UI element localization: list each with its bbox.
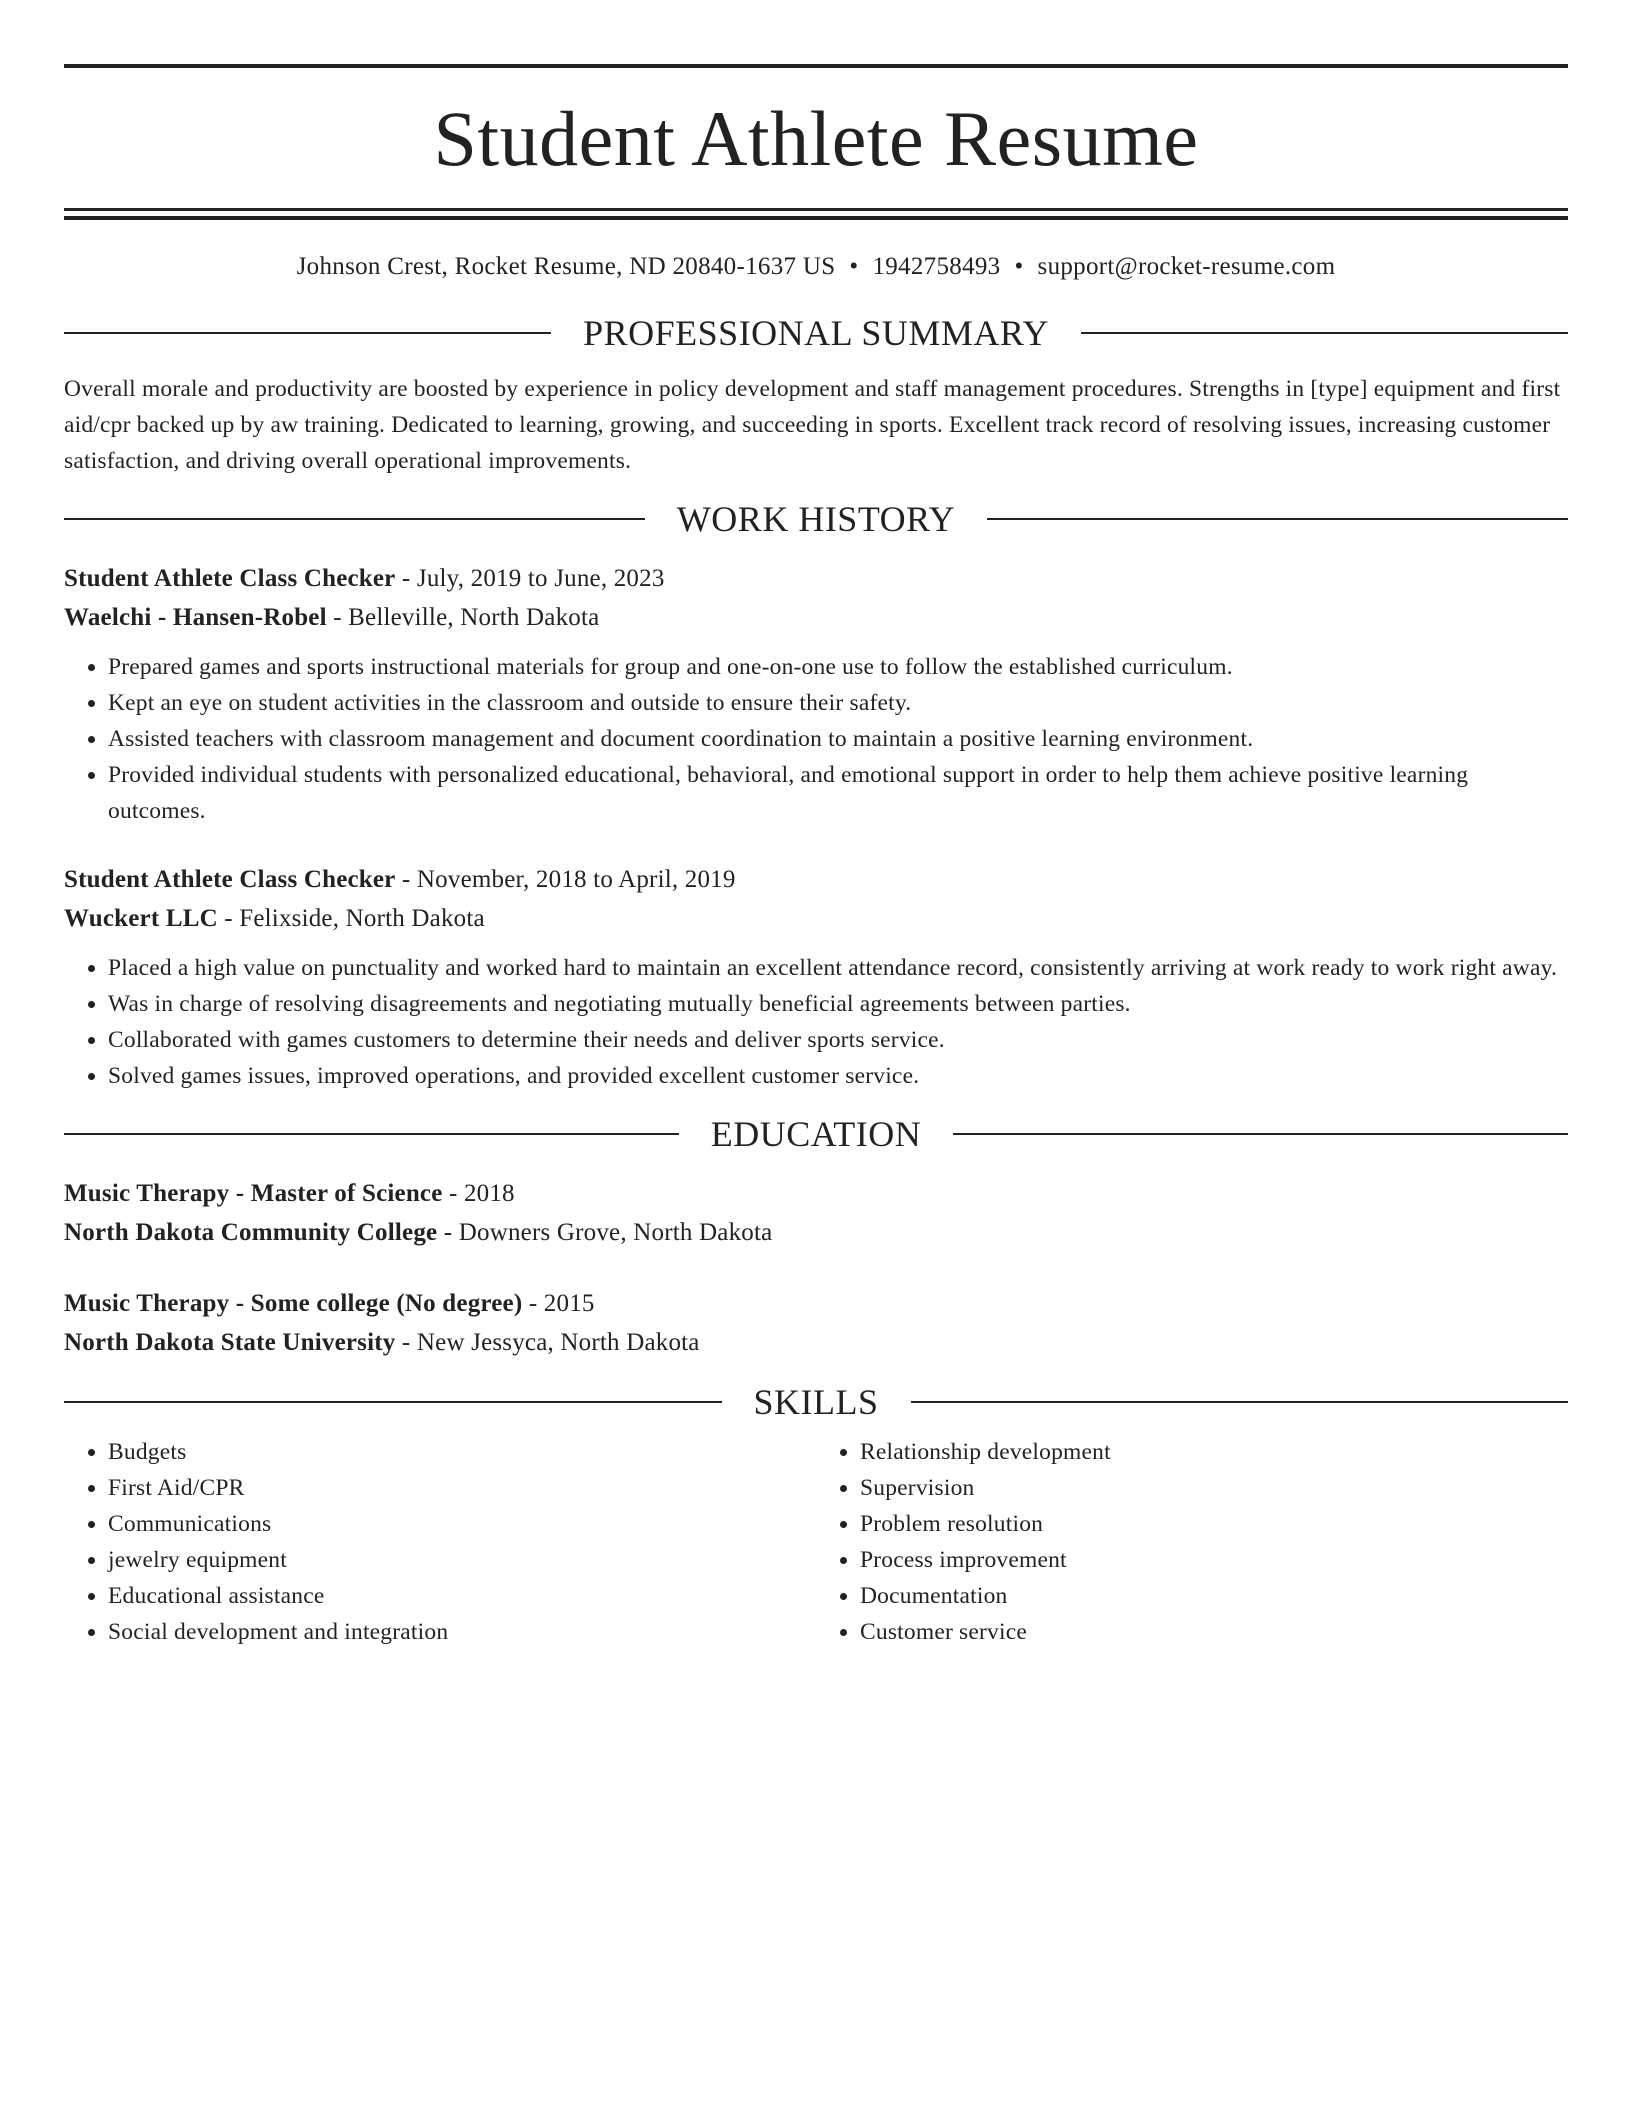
summary-text: Overall morale and productivity are boosted by experience in policy development and staff management procedures. Strengths in [type] equipment and first aid/cpr backed up by aw training. Dedicated to learning, growing, and succeeding in sports. Excellent track record of resolving issues, increasing customer satisfaction, and driving overall operational improvements. [64, 376, 1561, 474]
skills-left-column [64, 1434, 816, 1650]
company-name: Wuckert LLC [64, 905, 218, 932]
job-dates: - November, 2018 to April, 2019 [395, 866, 736, 893]
skills-right-column [816, 1434, 1568, 1650]
job-title: Student Athlete Class Checker [64, 866, 396, 893]
contact-line [64, 253, 1568, 281]
job-bullets [64, 950, 1568, 1094]
school-location: - New Jessyca, North Dakota [395, 1329, 700, 1356]
section-rule [64, 1401, 722, 1403]
contact-address: Johnson Crest, Rocket Resume, ND 20840-1637 US [296, 253, 836, 280]
skill-item: • First Aid/CPR [108, 1470, 816, 1506]
company-line [64, 598, 1568, 637]
resume-page [64, 64, 1568, 1650]
education-entry [64, 1174, 1568, 1252]
skill-item: • jewelry equipment [108, 1542, 816, 1578]
school-name: North Dakota Community College [64, 1219, 438, 1246]
degree-year: - 2015 [522, 1290, 595, 1317]
section-rule [64, 1133, 679, 1135]
list-item: • Placed a high value on punctuality and worked hard to maintain an excellent attendance record, consistently arriving at work ready to work right away. [108, 950, 1568, 986]
school-line [64, 1323, 1568, 1362]
degree-line [64, 1174, 1568, 1213]
contact-email: support@rocket-resume.com [1037, 253, 1336, 280]
degree-line [64, 1284, 1568, 1323]
skill-item: • Customer service [860, 1614, 1568, 1650]
contact-separator: • [849, 253, 859, 280]
skill-item: • Process improvement [860, 1542, 1568, 1578]
list-item: • Collaborated with games customers to determine their needs and deliver sports service. [108, 1022, 1568, 1058]
top-rule [64, 64, 1568, 68]
skill-item: • Social development and integration [108, 1614, 816, 1650]
company-name: Waelchi - Hansen-Robel [64, 604, 327, 631]
resume-title: Student Athlete Resume [433, 95, 1199, 182]
section-rule [64, 518, 645, 520]
school-line [64, 1213, 1568, 1252]
job-dates: - July, 2019 to June, 2023 [395, 565, 665, 592]
contact-phone: 1942758493 [872, 253, 1001, 280]
skill-item: • Budgets [108, 1434, 816, 1470]
skills-heading: SKILLS [753, 1382, 879, 1422]
list-item: • Was in charge of resolving disagreements and negotiating mutually beneficial agreements between parties. [108, 986, 1568, 1022]
job-title-line [64, 860, 1568, 899]
skill-item: • Problem resolution [860, 1506, 1568, 1542]
section-rule [911, 1401, 1569, 1403]
title-double-rule [64, 208, 1568, 220]
skill-item: • Documentation [860, 1578, 1568, 1614]
summary-section-header [64, 315, 1568, 351]
degree-name: Music Therapy - Some college (No degree) [64, 1290, 523, 1317]
job-title: Student Athlete Class Checker [64, 565, 396, 592]
skill-item: • Communications [108, 1506, 816, 1542]
education-heading: EDUCATION [710, 1114, 922, 1154]
skills-columns [64, 1434, 1568, 1650]
company-location: - Belleville, North Dakota [326, 604, 600, 631]
skill-item: • Supervision [860, 1470, 1568, 1506]
job-bullets [64, 649, 1568, 829]
education-section-header [64, 1116, 1568, 1152]
list-item: • Provided individual students with personalized educational, behavioral, and emotional support in order to help them achieve positive learning outcomes. [108, 757, 1568, 829]
section-rule [64, 332, 551, 334]
section-rule [953, 1133, 1568, 1135]
company-location: - Felixside, North Dakota [217, 905, 485, 932]
list-item: • Assisted teachers with classroom management and document coordination to maintain a positive learning environment. [108, 721, 1568, 757]
summary-heading: PROFESSIONAL SUMMARY [583, 313, 1049, 353]
education-entry [64, 1284, 1568, 1362]
list-item: • Kept an eye on student activities in the classroom and outside to ensure their safety. [108, 685, 1568, 721]
contact-separator: • [1014, 253, 1024, 280]
company-line [64, 899, 1568, 938]
work-section-header [64, 501, 1568, 537]
job-entry [64, 559, 1568, 829]
skill-item: • Relationship development [860, 1434, 1568, 1470]
degree-name: Music Therapy - Master of Science [64, 1180, 443, 1207]
school-name: North Dakota State University [64, 1329, 396, 1356]
school-location: - Downers Grove, North Dakota [437, 1219, 773, 1246]
list-item: • Solved games issues, improved operations, and provided excellent customer service. [108, 1058, 1568, 1094]
section-rule [1081, 332, 1568, 334]
work-heading: WORK HISTORY [676, 499, 956, 539]
job-entry [64, 860, 1568, 1094]
section-rule [987, 518, 1568, 520]
degree-year: - 2018 [442, 1180, 515, 1207]
skill-item: • Educational assistance [108, 1578, 816, 1614]
skills-section-header [64, 1384, 1568, 1420]
job-title-line [64, 559, 1568, 598]
list-item: • Prepared games and sports instructional materials for group and one-on-one use to follow the established curriculum. [108, 649, 1568, 685]
